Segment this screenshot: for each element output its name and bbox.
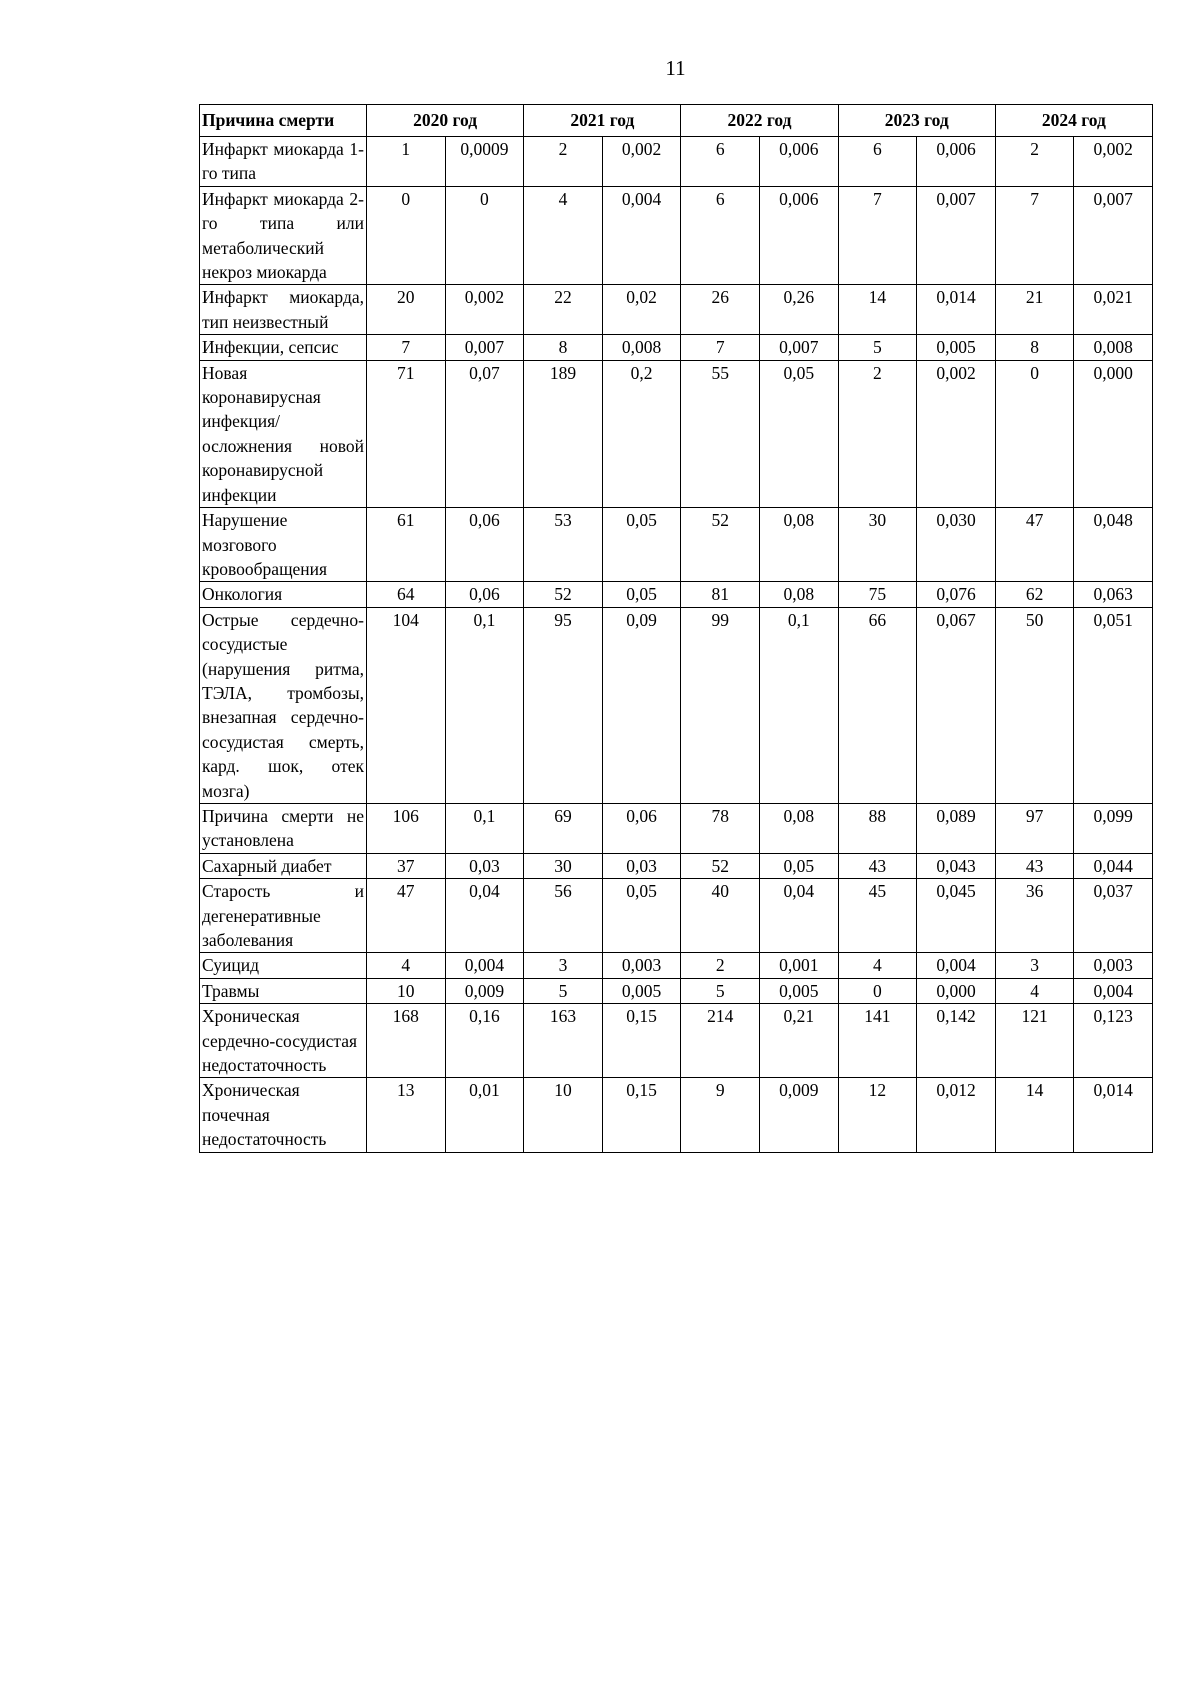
count-cell: 45 xyxy=(838,879,917,953)
cause-cell: Сахарный диабет xyxy=(200,853,367,878)
rate-cell: 0,044 xyxy=(1074,853,1153,878)
count-cell: 12 xyxy=(838,1078,917,1152)
count-cell: 52 xyxy=(681,508,760,582)
rate-cell: 0,007 xyxy=(445,335,524,360)
count-cell: 10 xyxy=(524,1078,603,1152)
count-cell: 0 xyxy=(995,360,1074,507)
count-cell: 189 xyxy=(524,360,603,507)
rate-cell: 0,08 xyxy=(760,803,839,853)
table-row xyxy=(200,953,1153,978)
count-cell: 141 xyxy=(838,1004,917,1078)
table-row xyxy=(200,285,1153,335)
count-cell: 37 xyxy=(367,853,446,878)
count-cell: 104 xyxy=(367,607,446,803)
rate-cell: 0,03 xyxy=(445,853,524,878)
count-cell: 20 xyxy=(367,285,446,335)
rate-cell: 0,067 xyxy=(917,607,996,803)
rate-cell: 0,002 xyxy=(602,137,681,187)
header-row xyxy=(200,105,1153,137)
count-cell: 163 xyxy=(524,1004,603,1078)
rate-cell: 0,004 xyxy=(917,953,996,978)
count-cell: 88 xyxy=(838,803,917,853)
rate-cell: 0,076 xyxy=(917,582,996,607)
count-cell: 7 xyxy=(367,335,446,360)
table-row xyxy=(200,508,1153,582)
rate-cell: 0,008 xyxy=(1074,335,1153,360)
count-cell: 36 xyxy=(995,879,1074,953)
count-cell: 97 xyxy=(995,803,1074,853)
table-row xyxy=(200,335,1153,360)
count-cell: 0 xyxy=(838,978,917,1003)
rate-cell: 0,06 xyxy=(445,508,524,582)
count-cell: 56 xyxy=(524,879,603,953)
count-cell: 14 xyxy=(995,1078,1074,1152)
rate-cell: 0,06 xyxy=(602,803,681,853)
rate-cell: 0,03 xyxy=(602,853,681,878)
rate-cell: 0,21 xyxy=(760,1004,839,1078)
count-cell: 71 xyxy=(367,360,446,507)
table-row xyxy=(200,879,1153,953)
rate-cell: 0,09 xyxy=(602,607,681,803)
rate-cell: 0,030 xyxy=(917,508,996,582)
count-cell: 2 xyxy=(995,137,1074,187)
rate-cell: 0,014 xyxy=(917,285,996,335)
rate-cell: 0,16 xyxy=(445,1004,524,1078)
count-cell: 81 xyxy=(681,582,760,607)
rate-cell: 0,043 xyxy=(917,853,996,878)
count-cell: 22 xyxy=(524,285,603,335)
page-number: 11 xyxy=(665,56,686,80)
rate-cell: 0,26 xyxy=(760,285,839,335)
rate-cell: 0,003 xyxy=(1074,953,1153,978)
count-cell: 4 xyxy=(367,953,446,978)
rate-cell: 0,1 xyxy=(760,607,839,803)
cause-cell: Причина смерти не установлена xyxy=(200,803,367,853)
count-cell: 43 xyxy=(838,853,917,878)
count-cell: 9 xyxy=(681,1078,760,1152)
count-cell: 62 xyxy=(995,582,1074,607)
count-cell: 50 xyxy=(995,607,1074,803)
count-cell: 52 xyxy=(524,582,603,607)
cause-cell: Инфекции, сепсис xyxy=(200,335,367,360)
year-header-2023: 2023 год xyxy=(838,105,995,137)
rate-cell: 0,06 xyxy=(445,582,524,607)
rate-cell: 0,1 xyxy=(445,803,524,853)
cause-column-header: Причина смерти xyxy=(200,105,367,137)
rate-cell: 0,002 xyxy=(917,360,996,507)
rate-cell: 0,007 xyxy=(917,186,996,285)
rate-cell: 0,007 xyxy=(760,335,839,360)
rate-cell: 0,006 xyxy=(760,186,839,285)
year-header-2020: 2020 год xyxy=(367,105,524,137)
count-cell: 61 xyxy=(367,508,446,582)
count-cell: 13 xyxy=(367,1078,446,1152)
rate-cell: 0,2 xyxy=(602,360,681,507)
count-cell: 5 xyxy=(838,335,917,360)
count-cell: 8 xyxy=(995,335,1074,360)
count-cell: 21 xyxy=(995,285,1074,335)
count-cell: 30 xyxy=(838,508,917,582)
rate-cell: 0,123 xyxy=(1074,1004,1153,1078)
rate-cell: 0,014 xyxy=(1074,1078,1153,1152)
rate-cell: 0,002 xyxy=(1074,137,1153,187)
count-cell: 2 xyxy=(681,953,760,978)
cause-cell: Хроническая сердечно-сосудистая недостаточность xyxy=(200,1004,367,1078)
rate-cell: 0,08 xyxy=(760,582,839,607)
count-cell: 52 xyxy=(681,853,760,878)
count-cell: 40 xyxy=(681,879,760,953)
count-cell: 26 xyxy=(681,285,760,335)
cause-cell: Инфаркт миокарда, тип неизвестный xyxy=(200,285,367,335)
count-cell: 6 xyxy=(838,137,917,187)
count-cell: 4 xyxy=(524,186,603,285)
count-cell: 3 xyxy=(995,953,1074,978)
count-cell: 7 xyxy=(995,186,1074,285)
table-row xyxy=(200,853,1153,878)
count-cell: 47 xyxy=(995,508,1074,582)
rate-cell: 0,05 xyxy=(602,508,681,582)
count-cell: 30 xyxy=(524,853,603,878)
rate-cell: 0,000 xyxy=(1074,360,1153,507)
count-cell: 7 xyxy=(681,335,760,360)
count-cell: 99 xyxy=(681,607,760,803)
rate-cell: 0,005 xyxy=(602,978,681,1003)
count-cell: 168 xyxy=(367,1004,446,1078)
rate-cell: 0,01 xyxy=(445,1078,524,1152)
rate-cell: 0,04 xyxy=(445,879,524,953)
count-cell: 1 xyxy=(367,137,446,187)
rate-cell: 0,004 xyxy=(1074,978,1153,1003)
rate-cell: 0,0009 xyxy=(445,137,524,187)
rate-cell: 0,15 xyxy=(602,1004,681,1078)
table-row xyxy=(200,1004,1153,1078)
table-row xyxy=(200,186,1153,285)
rate-cell: 0,009 xyxy=(760,1078,839,1152)
count-cell: 4 xyxy=(995,978,1074,1003)
rate-cell: 0,005 xyxy=(760,978,839,1003)
count-cell: 69 xyxy=(524,803,603,853)
count-cell: 5 xyxy=(524,978,603,1003)
mortality-table xyxy=(199,104,1153,1153)
rate-cell: 0,002 xyxy=(445,285,524,335)
count-cell: 53 xyxy=(524,508,603,582)
table-row xyxy=(200,360,1153,507)
table-row xyxy=(200,582,1153,607)
rate-cell: 0,003 xyxy=(602,953,681,978)
year-header-2022: 2022 год xyxy=(681,105,838,137)
count-cell: 66 xyxy=(838,607,917,803)
rate-cell: 0,15 xyxy=(602,1078,681,1152)
count-cell: 8 xyxy=(524,335,603,360)
cause-cell: Хроническая почечная недостаточность xyxy=(200,1078,367,1152)
cause-cell: Старость и дегенеративные заболевания xyxy=(200,879,367,953)
count-cell: 78 xyxy=(681,803,760,853)
count-cell: 2 xyxy=(838,360,917,507)
rate-cell: 0,004 xyxy=(602,186,681,285)
table-row xyxy=(200,978,1153,1003)
rate-cell: 0,001 xyxy=(760,953,839,978)
cause-cell: Острые сердечно-сосудистые (нарушения ритма, ТЭЛА, тромбозы, внезапная сердечно-сосудистая смерть, кард. шок, отек мозга) xyxy=(200,607,367,803)
rate-cell: 0,051 xyxy=(1074,607,1153,803)
rate-cell: 0,008 xyxy=(602,335,681,360)
rate-cell: 0,021 xyxy=(1074,285,1153,335)
count-cell: 10 xyxy=(367,978,446,1003)
cause-cell: Травмы xyxy=(200,978,367,1003)
rate-cell: 0,089 xyxy=(917,803,996,853)
count-cell: 47 xyxy=(367,879,446,953)
rate-cell: 0 xyxy=(445,186,524,285)
rate-cell: 0,012 xyxy=(917,1078,996,1152)
rate-cell: 0,05 xyxy=(602,582,681,607)
rate-cell: 0,006 xyxy=(760,137,839,187)
year-header-2021: 2021 год xyxy=(524,105,681,137)
rate-cell: 0,05 xyxy=(602,879,681,953)
rate-cell: 0,007 xyxy=(1074,186,1153,285)
rate-cell: 0,07 xyxy=(445,360,524,507)
rate-cell: 0,1 xyxy=(445,607,524,803)
year-header-2024: 2024 год xyxy=(995,105,1152,137)
count-cell: 7 xyxy=(838,186,917,285)
rate-cell: 0,009 xyxy=(445,978,524,1003)
rate-cell: 0,142 xyxy=(917,1004,996,1078)
rate-cell: 0,000 xyxy=(917,978,996,1003)
count-cell: 4 xyxy=(838,953,917,978)
count-cell: 5 xyxy=(681,978,760,1003)
table-row xyxy=(200,607,1153,803)
table-body xyxy=(200,137,1153,1153)
count-cell: 6 xyxy=(681,186,760,285)
count-cell: 6 xyxy=(681,137,760,187)
count-cell: 106 xyxy=(367,803,446,853)
rate-cell: 0,04 xyxy=(760,879,839,953)
count-cell: 14 xyxy=(838,285,917,335)
table-row xyxy=(200,803,1153,853)
rate-cell: 0,05 xyxy=(760,853,839,878)
cause-cell: Инфаркт миокарда 2-го типа или метаболический некроз миокарда xyxy=(200,186,367,285)
cause-cell: Новая коронавирусная инфекция/ осложнения новой коронавирусной инфекции xyxy=(200,360,367,507)
rate-cell: 0,045 xyxy=(917,879,996,953)
rate-cell: 0,006 xyxy=(917,137,996,187)
cause-cell: Онкология xyxy=(200,582,367,607)
count-cell: 214 xyxy=(681,1004,760,1078)
cause-cell: Инфаркт миокарда 1-го типа xyxy=(200,137,367,187)
rate-cell: 0,099 xyxy=(1074,803,1153,853)
count-cell: 55 xyxy=(681,360,760,507)
rate-cell: 0,048 xyxy=(1074,508,1153,582)
rate-cell: 0,005 xyxy=(917,335,996,360)
count-cell: 95 xyxy=(524,607,603,803)
count-cell: 64 xyxy=(367,582,446,607)
count-cell: 75 xyxy=(838,582,917,607)
count-cell: 2 xyxy=(524,137,603,187)
rate-cell: 0,037 xyxy=(1074,879,1153,953)
count-cell: 3 xyxy=(524,953,603,978)
count-cell: 0 xyxy=(367,186,446,285)
rate-cell: 0,004 xyxy=(445,953,524,978)
table-row xyxy=(200,137,1153,187)
count-cell: 121 xyxy=(995,1004,1074,1078)
table-header xyxy=(200,105,1153,137)
cause-cell: Суицид xyxy=(200,953,367,978)
rate-cell: 0,08 xyxy=(760,508,839,582)
rate-cell: 0,05 xyxy=(760,360,839,507)
rate-cell: 0,063 xyxy=(1074,582,1153,607)
table-row xyxy=(200,1078,1153,1152)
count-cell: 43 xyxy=(995,853,1074,878)
rate-cell: 0,02 xyxy=(602,285,681,335)
cause-cell: Нарушение мозгового кровообращения xyxy=(200,508,367,582)
